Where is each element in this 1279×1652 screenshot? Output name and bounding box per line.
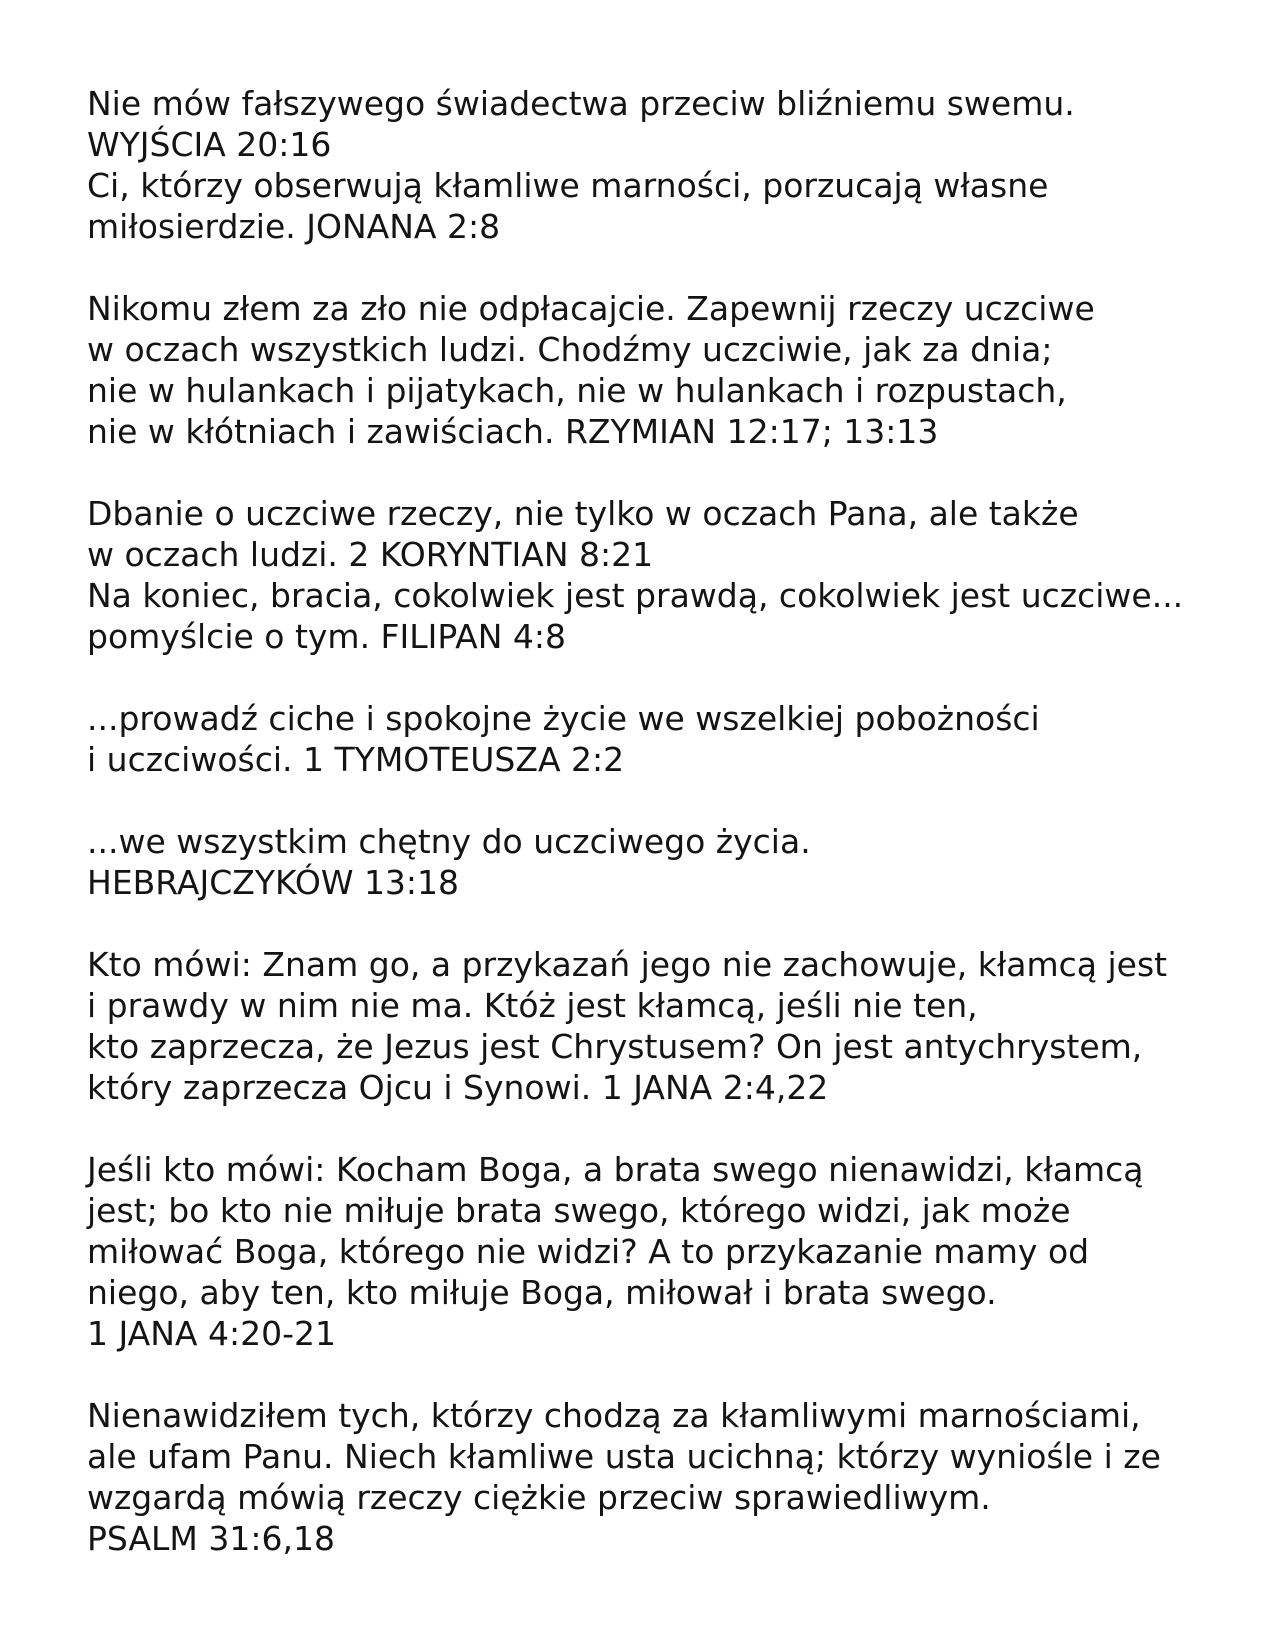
text-line: jest; bo kto nie miłuje brata swego, którego widzi, jak może xyxy=(87,1191,1071,1230)
text-line: nie w hulankach i pijatykach, nie w hulankach i rozpustach, xyxy=(87,371,1067,410)
text-line: pomyślcie o tym. FILIPAN 4:8 xyxy=(87,617,567,656)
text-line: niego, aby ten, kto miłuje Boga, miłował i brata swego. xyxy=(87,1273,997,1312)
text-line: Ci, którzy obserwują kłamliwe marności, porzucają własne xyxy=(87,166,1049,205)
paragraph xyxy=(87,1149,1257,1354)
text-line: kto zaprzecza, że Jezus jest Chrystusem? On jest antychrystem, xyxy=(87,1027,1143,1066)
paragraph-gap xyxy=(87,780,1257,821)
paragraph xyxy=(87,944,1257,1108)
paragraph-gap xyxy=(87,657,1257,698)
text-line: Nie mów fałszywego świadectwa przeciw bliźniemu swemu. xyxy=(87,84,1075,123)
paragraph xyxy=(87,698,1257,780)
paragraph xyxy=(87,493,1257,657)
paragraph-gap xyxy=(87,452,1257,493)
paragraph xyxy=(87,821,1257,903)
text-line: ...prowadź ciche i spokojne życie we wszelkiej pobożności xyxy=(87,699,1040,738)
scripture-text xyxy=(87,83,1257,1559)
paragraph-gap xyxy=(87,1108,1257,1149)
text-line: Na koniec, bracia, cokolwiek jest prawdą, cokolwiek jest uczciwe... xyxy=(87,576,1184,615)
paragraph xyxy=(87,288,1257,452)
text-line: i uczciwości. 1 TYMOTEUSZA 2:2 xyxy=(87,740,625,779)
paragraph xyxy=(87,1395,1257,1559)
verse-reference: WYJŚCIA 20:16 xyxy=(87,125,332,164)
paragraph-gap xyxy=(87,1354,1257,1395)
paragraph xyxy=(87,83,1257,247)
text-line: Kto mówi: Znam go, a przykazań jego nie zachowuje, kłamcą jest xyxy=(87,945,1168,984)
text-line: wzgardą mówią rzeczy ciężkie przeciw sprawiedliwym. xyxy=(87,1478,991,1517)
paragraph-gap xyxy=(87,903,1257,944)
text-line: Nikomu złem za zło nie odpłacajcie. Zapewnij rzeczy uczciwe xyxy=(87,289,1095,328)
text-line: Nienawidziłem tych, którzy chodzą za kłamliwymi marnościami, xyxy=(87,1396,1141,1435)
text-line: który zaprzecza Ojcu i Synowi. 1 JANA 2:4,22 xyxy=(87,1068,829,1107)
text-line: ...we wszystkim chętny do uczciwego życia. xyxy=(87,822,811,861)
text-line: ale ufam Panu. Niech kłamliwe usta ucichną; którzy wyniośle i ze xyxy=(87,1437,1161,1476)
text-line: w oczach ludzi. 2 KORYNTIAN 8:21 xyxy=(87,535,654,574)
verse-reference: PSALM 31:6,18 xyxy=(87,1519,335,1558)
text-line: nie w kłótniach i zawiściach. RZYMIAN 12:17; 13:13 xyxy=(87,412,939,451)
text-line: Jeśli kto mówi: Kocham Boga, a brata swego nienawidzi, kłamcą xyxy=(87,1150,1144,1189)
text-line: miłosierdzie. JONANA 2:8 xyxy=(87,207,501,246)
paragraph-gap xyxy=(87,247,1257,288)
text-line: i prawdy w nim nie ma. Któż jest kłamcą, jeśli nie ten, xyxy=(87,986,978,1025)
verse-reference: HEBRAJCZYKÓW 13:18 xyxy=(87,863,460,902)
text-line: Dbanie o uczciwe rzeczy, nie tylko w oczach Pana, ale także xyxy=(87,494,1079,533)
text-line: w oczach wszystkich ludzi. Chodźmy uczciwie, jak za dnia; xyxy=(87,330,1053,369)
text-line: miłować Boga, którego nie widzi? A to przykazanie mamy od xyxy=(87,1232,1090,1271)
verse-reference: 1 JANA 4:20-21 xyxy=(87,1314,336,1353)
